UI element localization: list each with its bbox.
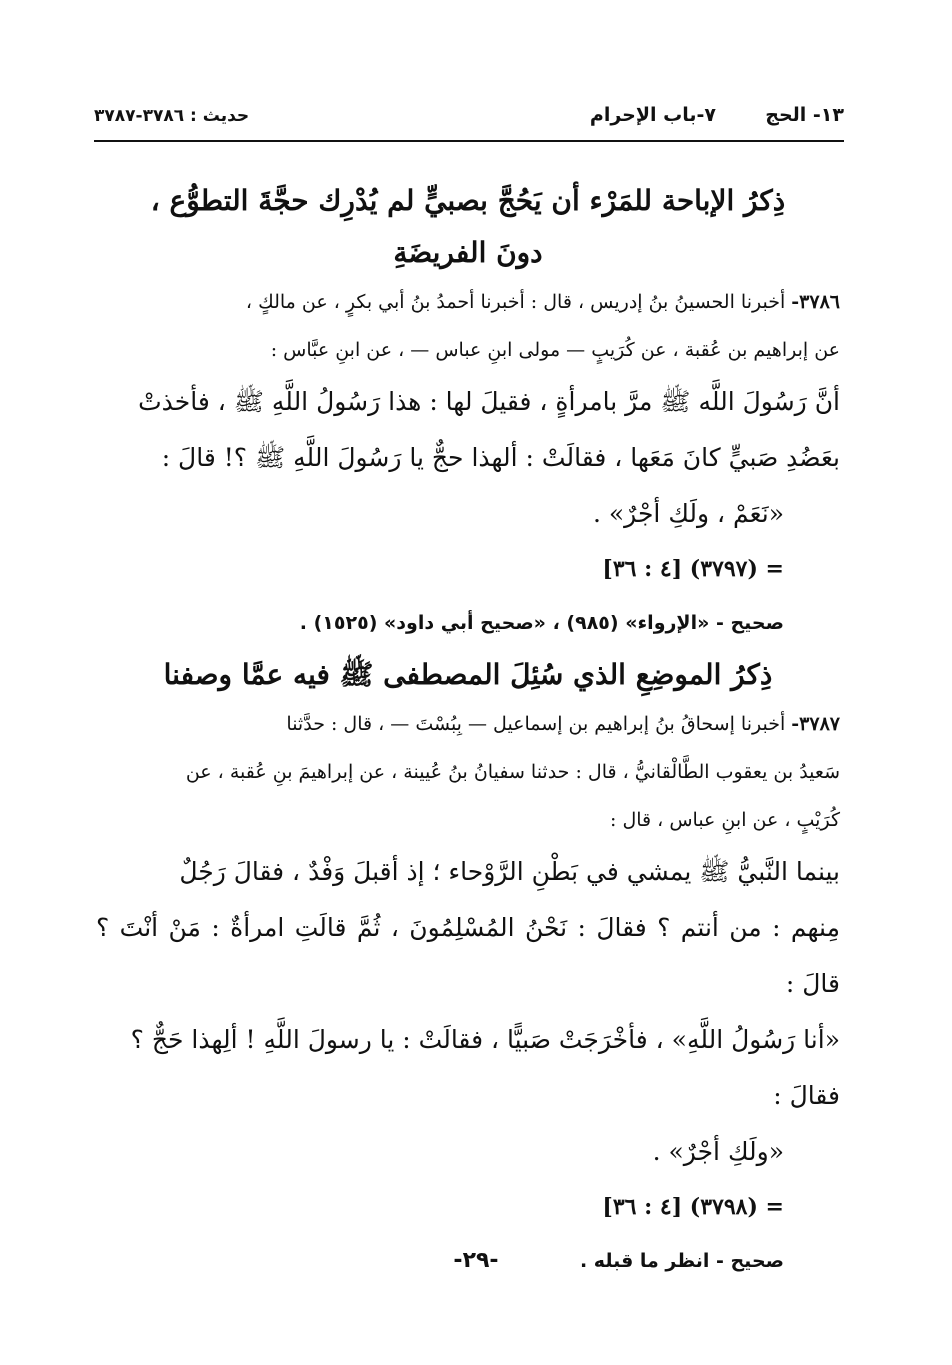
hadith-isnad-line: سَعيدُ بن يعقوب الطَّالْقانيُّ ، قال : حدثنا سفيانُ بنُ عُيينة ، عن إبراهيمَ بنِ عُقبة ، عن [185,761,840,783]
hadith-isnad-line: كُرَيْبٍ ، عن ابنِ عباس ، قال : [610,809,840,831]
hadith-matn-line: بعَضُدِ صَبيٍّ كانَ مَعَها ، فقالَتْ : ألهذا حجٌّ يا رَسُولَ اللَّهِ ﷺ ؟! قالَ : [161,443,840,472]
chapter-title: ١٣- الحج [765,104,844,126]
hadith-matn-line: «نَعَمْ ، ولَكِ أجْرٌ» . [592,499,784,528]
hadith-grading: صحيح - انظر ما قبله . [579,1250,784,1272]
chapter-heading-1-line1: ذِكرُ الإباحة للمَرْء أن يَحُجَّ بصبيٍّ لم يُدْرِك حجَّةَ التطوُّع ، [150,184,786,217]
hadith-3787 [96,700,840,1288]
hadith-number: ٣٧٨٧- [791,713,840,735]
hadith-matn-line: أنَّ رَسُولَ اللَّه ﷺ مرَّ بامرأةٍ ، فقيلَ لها : هذا رَسُولُ اللَّهِ ﷺ ، فأخذتْ [138,387,840,416]
page-number: -٢٩- [453,1248,499,1273]
isnad-text: أخبرنا الحسينُ بنُ إدريس ، قال : أخبرنا أحمدُ بنُ أبي بكرٍ ، عن مالكٍ ، [245,291,786,313]
hadith-cross-reference: = (٣٧٩٧) [٤ : ٣٦] [602,556,784,582]
hadith-matn-line: «أنا رَسُولُ اللَّهِ» ، فأخْرَجَتْ صَبيًّا ، فقالَتْ : يا رسولَ اللَّهِ ! ألِهذا حَجٌّ ؟ [130,1025,840,1054]
hadith-matn-line: بينما النَّبيُّ ﷺ يمشي في بَطْنِ الرَّوْحاء ؛ إذ أقبلَ وَفْدٌ ، فقالَ رَجُلٌ [179,857,840,886]
hadith-matn-line: فقالَ : [773,1081,840,1110]
page-body [96,176,840,1288]
hadith-cross-reference: = (٣٧٩٨) [٤ : ٣٦] [602,1194,784,1220]
hadith-matn-line: مِنهم : من أنتم ؟ فقالَ : نَحْنُ المُسْلِمُونَ ، ثُمَّ قالَتِ امرأةٌ : مَنْ أنْتَ ؟ قالَ : [96,913,840,998]
running-header [94,100,844,136]
hadith-grading: صحيح - «الإرواء» (٩٨٥) ، «صحيح أبي داود» (١٥٢٥) . [299,612,784,634]
header-rule [94,140,844,142]
section-title: ٧-باب الإحرام [589,104,716,126]
chapter-heading-1-line2: دونَ الفريضَةِ [393,236,543,269]
hadith-isnad-line [96,278,840,326]
isnad-text: أخبرنا إسحاقُ بنُ إبراهيم بن إسماعيل — بِبُسْتَ — ، قال : حدَّثنا [286,713,786,735]
hadith-3786 [96,278,840,650]
chapter-heading-2: ذِكرُ الموضِعِ الذي سُئِلَ المصطفى ﷺ فيه عمَّا وصفنا [163,658,773,691]
hadith-isnad-line: عن إبراهيم بن عُقبة ، عن كُرَيبٍ — مولى ابنِ عباس — ، عن ابنِ عبَّاس : [270,339,840,361]
hadith-matn-line: «ولَكِ أجْرٌ» . [652,1137,784,1166]
hadith-isnad-line [96,700,840,748]
hadith-range: حديث : ٣٧٨٦-٣٧٨٧ [94,106,250,126]
hadith-number: ٣٧٨٦- [791,291,840,313]
